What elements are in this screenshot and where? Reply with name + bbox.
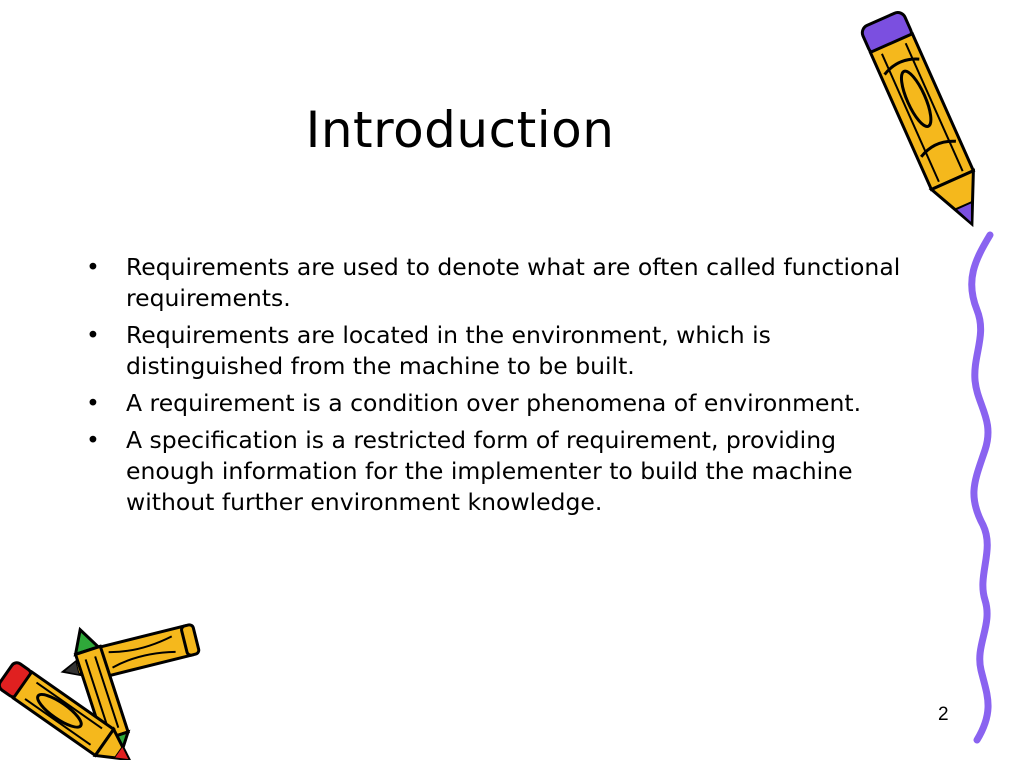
slide-title: Introduction (305, 101, 615, 159)
crossed-pencils-icon (0, 615, 210, 760)
list-item (84, 425, 914, 518)
bullet-list (84, 252, 914, 524)
bullet-text: Requirements are used to denote what are often called functional requirements. (126, 253, 901, 312)
bullet-text: A requirement is a condition over phenomena of environment. (126, 389, 862, 417)
list-item (84, 388, 914, 419)
bullet-icon: • (86, 321, 100, 349)
bullet-text: A specification is a restricted form of requirement, providing enough information for the implementer to build the machine without further environment knowledge. (126, 426, 853, 516)
bullet-icon: • (86, 253, 100, 281)
page-number: 2 (938, 704, 949, 725)
bullet-icon: • (86, 426, 100, 454)
bullet-icon: • (86, 389, 100, 417)
list-item (84, 320, 914, 382)
squiggle-line (955, 230, 1015, 750)
pencil-icon (855, 0, 1005, 245)
list-item (84, 252, 914, 314)
bullet-text: Requirements are located in the environment, which is distinguished from the machine to be built. (126, 321, 771, 380)
